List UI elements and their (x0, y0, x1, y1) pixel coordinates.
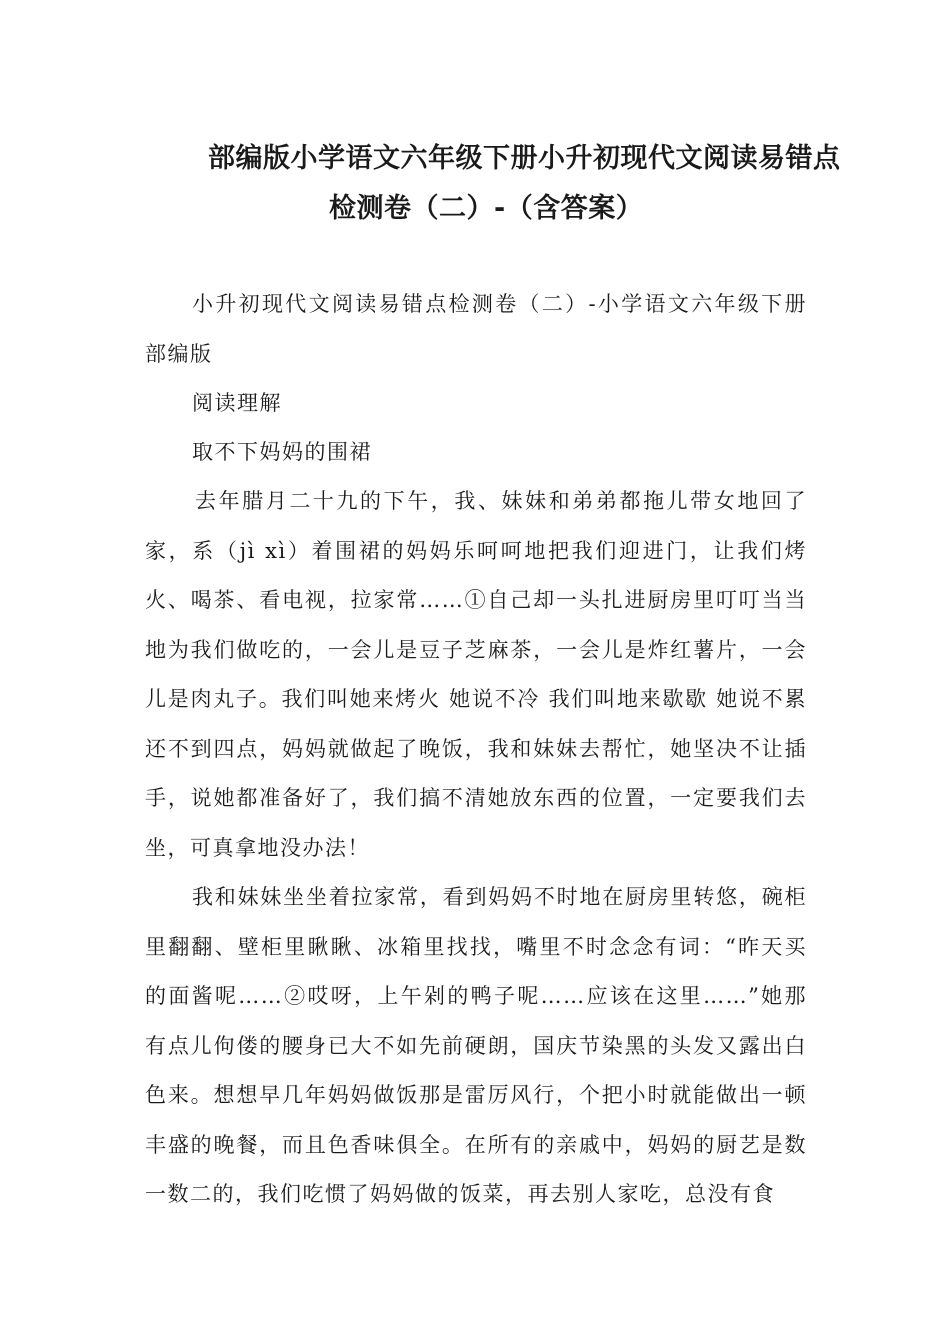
document-title-line-1: 部编版小学语文六年级下册小升初现代文阅读易错点 (208, 143, 841, 174)
story-title: 取不下妈妈的围裙 (192, 440, 372, 464)
section-label: 阅读理解 (192, 391, 282, 415)
document-title-line-2: 检测卷（二）-（含答案） (329, 193, 644, 224)
story-paragraph-1: 去年腊月二十九的下午，我、妹妹和弟弟都拖儿带女地回了家，系（jì xì）着围裙的妈妈乐呵呵地把我们迎进门，让我们烤火、喝茶、看电视，拉家常……①自己却一头扎进厨房里叮叮当当地为我们做吃的，一会儿是豆子芝麻茶，一会儿是炸红薯片，一会儿是肉丸子。我们叫她来烤火 她说不冷 我们叫地来歇歇 她说不累还不到四点，妈妈就做起了晚饭，我和妹妹去帮忙，她坚决不让插手，说她都准备好了，我们搞不清她放东西的位置，一定要我们去坐，可真拿地没办法！ (145, 489, 807, 860)
document-subtitle: 小升初现代文阅读易错点检测卷（二）-小学语文六年级下册部编版 (145, 292, 807, 366)
story-paragraph-2: 我和妹妹坐坐着拉家常，看到妈妈不时地在厨房里转悠，碗柜里翻翻、壁柜里瞅瞅、冰箱里找找，嘴里不时念念有词：“昨天买的面酱呢……②哎呀，上午剁的鸭子呢……应该在这里……”她那有点儿佝偻的腰身已大不如先前硬朗，国庆节染黑的头发又露出白色来。想想早几年妈妈做饭那是雷厉风行，个把小时就能做出一顿丰盛的晚餐，而且色香味俱全。在所有的亲戚中，妈妈的厨艺是数一数二的，我们吃惯了妈妈做的饭菜，再去别人家吃，总没有食 (145, 885, 807, 1206)
